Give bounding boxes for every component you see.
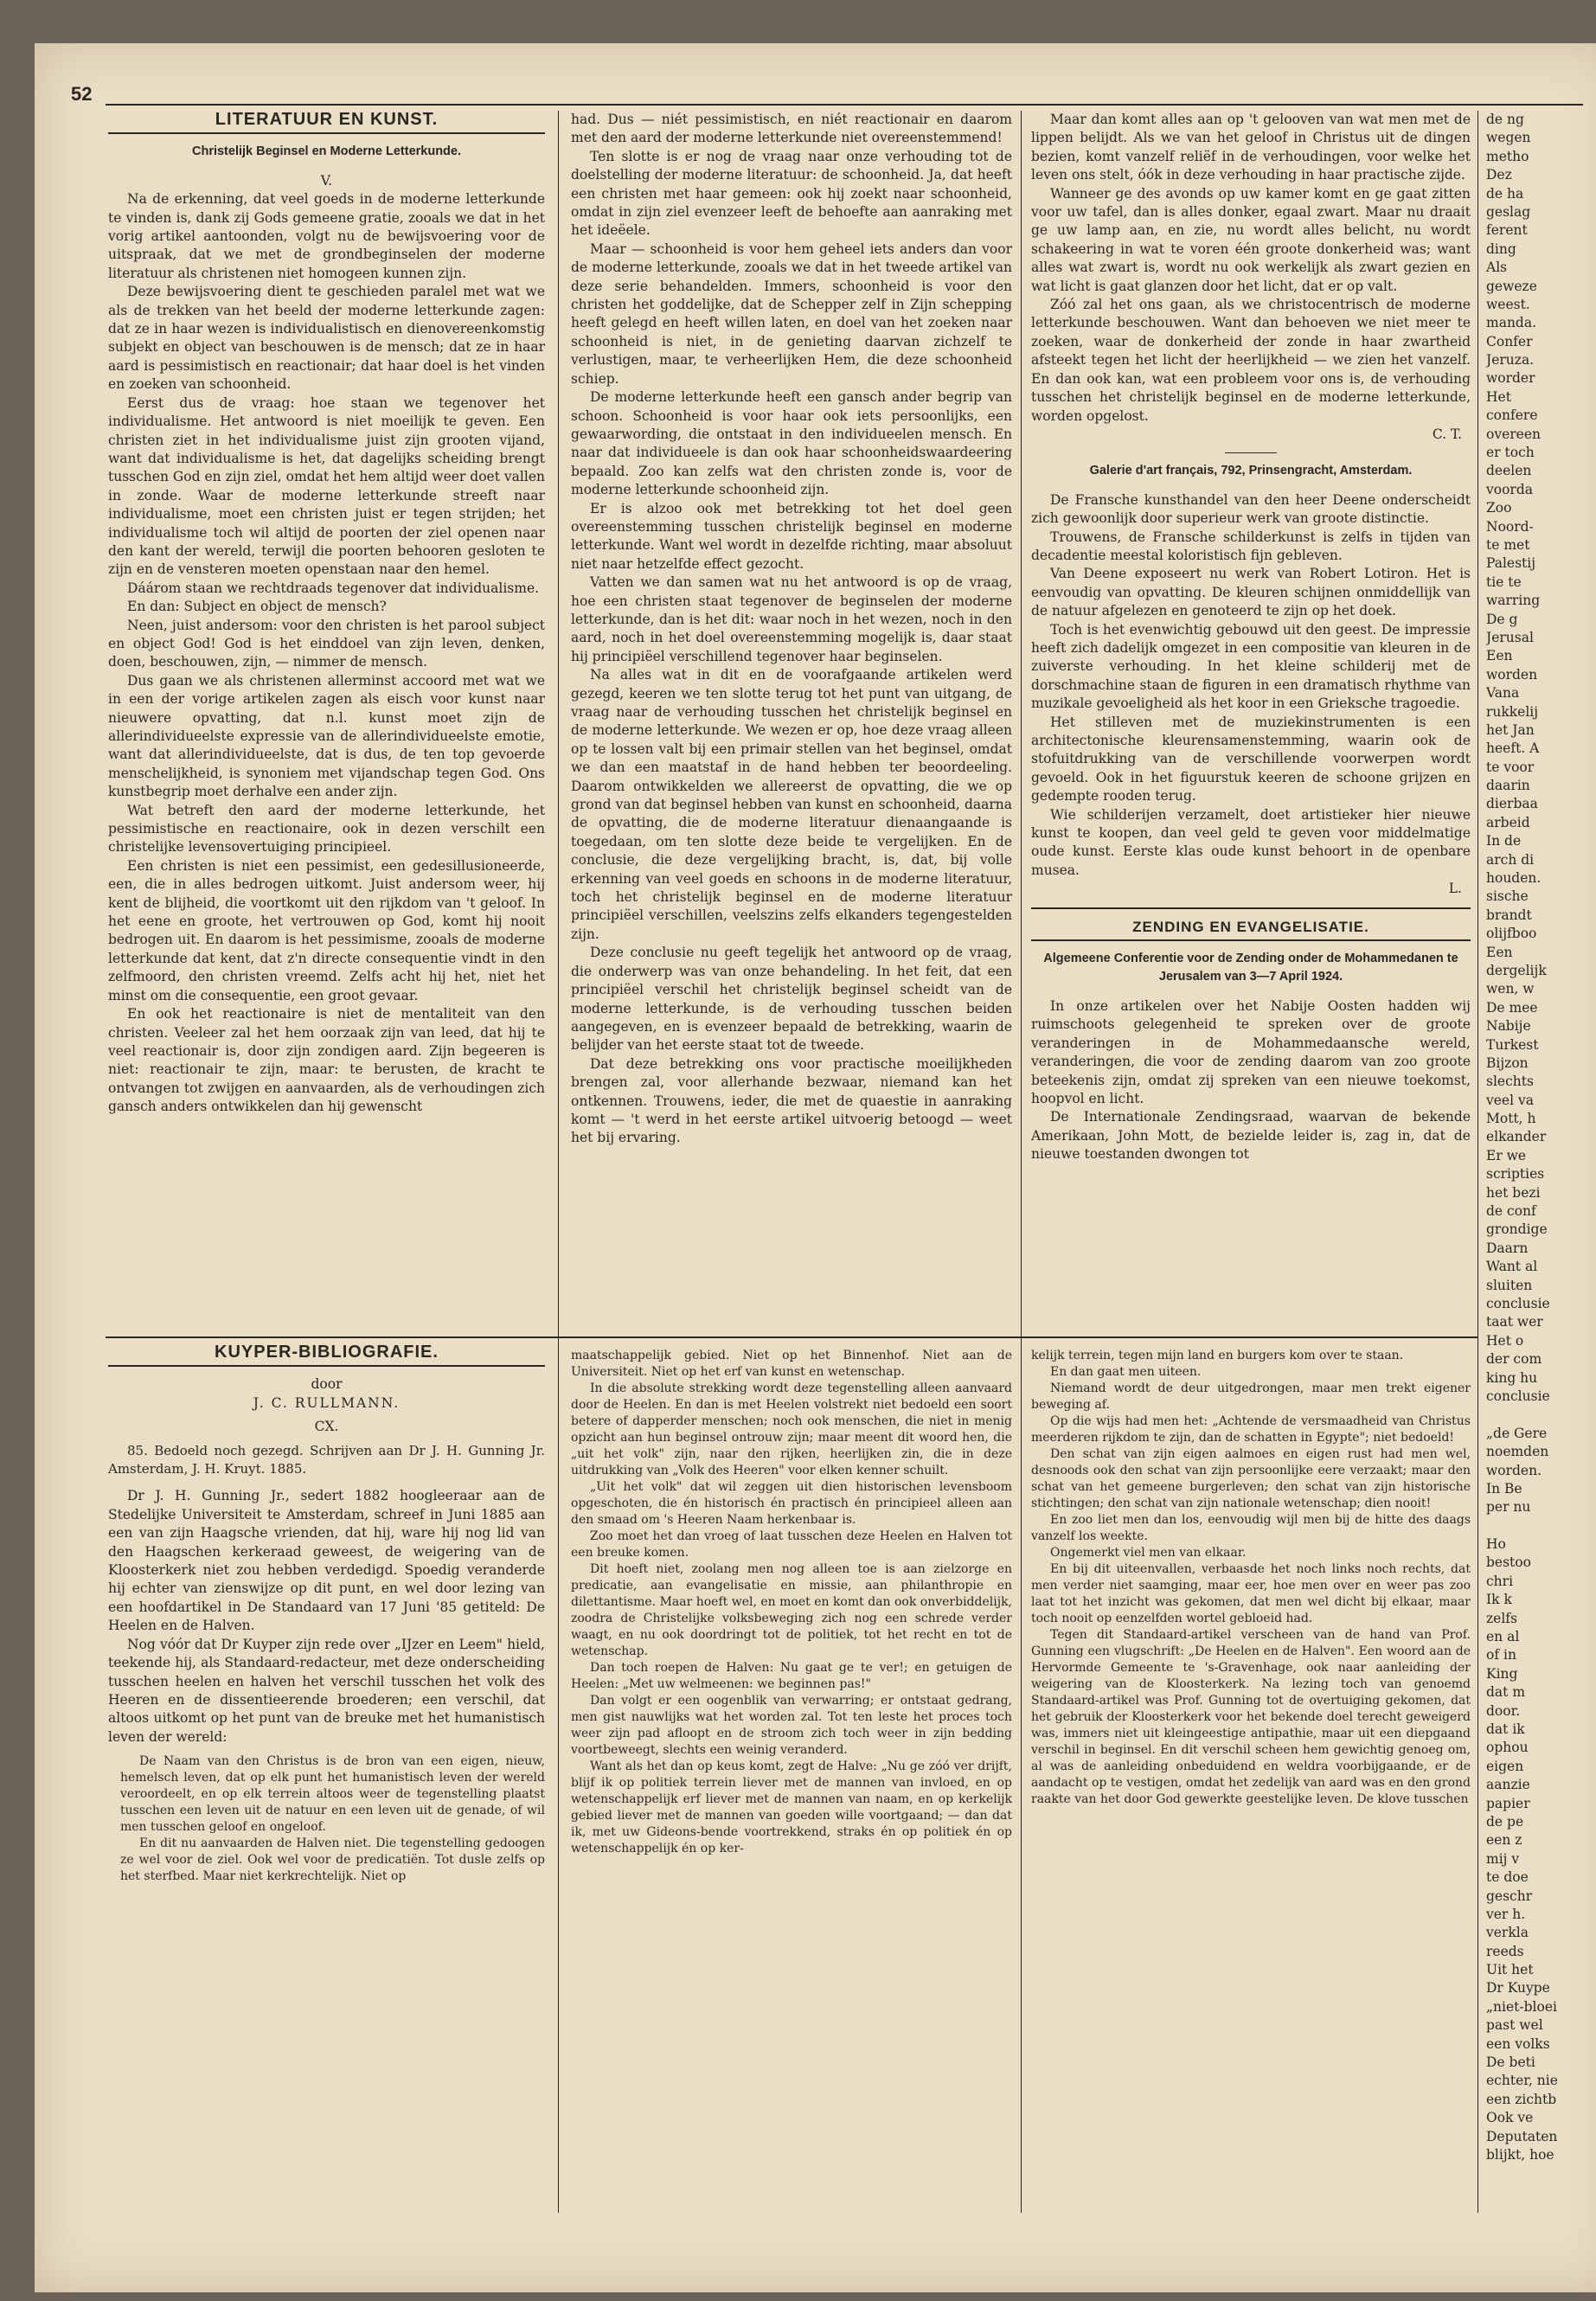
fragment-line: rukkelij	[1486, 703, 1539, 720]
paragraph: In die absolute strekking wordt deze tegenstelling alleen aanvaard door de Heelen. En dan is met Heelen volstrekt niet bedoeld een soort betere of dapperder menschen; noch ook menschen, die niet in menig opzicht aan hun beginsel ontrouw zijn; maar meent dit woord hen, die „uit het volk" zijn, naar den rijken, heerlijken zin, die in deze uitdrukking van „Volk des Heeren" voor elken kenner schuilt.	[571, 1381, 1012, 1477]
paragraph: Den schat van zijn eigen aalmoes en eigen rust had men wel, desnoods ook den schat van zijn persoonlijke eere verzaakt; maar den schat van het gemeene burgerleven; den schat van zijn historische stichtingen; den schat van zijn nationale wetenschap; dien nooit!	[1031, 1447, 1471, 1510]
paragraph: De Fransche kunsthandel van den heer Deene onderscheidt zich gewoonlijk door superieur werk van groote distinctie.	[1031, 491, 1471, 527]
zending-title: Algemeene Conferentie voor de Zending onder de Mohammedanen te Jerusalem van 3—7 April 1924.	[1043, 952, 1458, 984]
fragment-line: Deputaten	[1486, 2128, 1558, 2144]
fragment-line: de pe	[1486, 1813, 1524, 1830]
fragment-line: past wel	[1486, 2017, 1543, 2034]
fragment-line: manda.	[1486, 315, 1537, 331]
fragment-line: eigen	[1486, 1758, 1524, 1774]
paragraph: Niemand wordt de deur uitgedrongen, maar men trekt eigener beweging af.	[1031, 1381, 1471, 1412]
quotation: De Naam van den Christus is de bron van een eigen, nieuw, hemelsch leven, dat op elk punt het humanistisch leven der wereld veroordeelt, en op elk terrein altoos weer de tegenstelling plaatst tusschen een leven uit de natuur en een leven uit de genade, of wil men tusschen geloof en ongeloof.	[120, 1754, 545, 1835]
column-1	[108, 111, 545, 2213]
fragment-line: daarin	[1486, 778, 1530, 794]
fragment-line: te voor	[1486, 759, 1535, 775]
fragment-line: Nabije	[1486, 1018, 1531, 1035]
fragment-line: sische	[1486, 888, 1529, 905]
article-part: V.	[320, 172, 333, 189]
paragraph: Zóó zal het ons gaan, als we christocentrisch de moderne letterkunde beschouwen. Want dan behoeven we niet meer te zoeken, waar de donkerheid der zonde in haar zwartheid afsteekt tegen het licht der heerlijkheid — we zien het vanzelf. En dan ook kan, wat een probleem voor ons is, de verhouding tusschen het christelijk beginsel en de moderne letterkunde, worden opgelost.	[1031, 297, 1471, 424]
fragment-line: het bezi	[1486, 1184, 1541, 1201]
fragment-line: Zoo	[1486, 500, 1512, 516]
fragment-line: In de	[1486, 833, 1522, 849]
paragraph: De Internationale Zendingsraad, waarvan de bekende Amerikaan, John Mott, de bezielde leider is, zag in, dat de nieuwe toestanden dwongen tot	[1031, 1109, 1471, 1163]
page-number: 52	[71, 83, 93, 105]
paragraph: En dan gaat men uiteen.	[1050, 1365, 1202, 1379]
fragment-line: conclusie	[1486, 1296, 1550, 1311]
paragraph: Ten slotte is er nog de vraag naar onze verhouding tot de doelstelling der moderne literatuur: de schoonheid. Ja, dat heeft een christen met haar gemeen: ook hij zoekt naar schoonheid, omdat in zijn ziel evenzeer leeft de behoefte aan aanraking met het ideëele.	[571, 148, 1012, 239]
byline-door: door	[311, 1376, 343, 1393]
fragment-line: Ook ve	[1486, 2110, 1534, 2126]
column-rule-3	[1477, 111, 1478, 2213]
fragment-line: ophou	[1486, 1740, 1529, 1756]
fragment-line: de conf	[1486, 1203, 1536, 1220]
fragment-line: er toch	[1486, 445, 1535, 461]
fragment-line: geweze	[1486, 278, 1537, 294]
fragment-line: wegen	[1486, 130, 1531, 146]
fragment-line: dat m	[1486, 1684, 1526, 1701]
fragment-line: confere	[1486, 407, 1538, 424]
paragraph: Tegen dit Standaard-artikel verscheen van de hand van Prof. Gunning een vlugschrift: „De Heelen en de Halven". Een woord aan de Hervormde Gemeente te 's-Gravenhage, ook naar aanleiding der weigering van de Kloosterkerk. Na lezing toch van genoemd Standaard-artikel was Prof. Gunning tot de overtuiging gekomen, dat het gebruik der Kloosterkerk voor het bekende doel terecht geweigerd was, immers niet uit kleingeestige antipathie, maar uit een diepgaand verschil in beginsel. En dit verschil scheen hem gewichtig genoeg om, al was de aanleiding onbeduidend en weldra voorbijgaande, er de aandacht op te vestigen, omdat het zedelijk van aard was en den grond raakte van het door God gewerkte geestelijke leven. De klove tusschen	[1031, 1628, 1471, 1806]
fragment-line: het Jan	[1486, 721, 1535, 738]
fragment-line: Want al	[1486, 1259, 1538, 1275]
paragraph: Na de erkenning, dat veel goeds in de moderne letterkunde te vinden is, dank zij Gods gemeene gratie, zooals we dat in het vorig artikel aantoonden, volgt nu de bewijsvoering voor de uitspraak, dat we met de grondbeginselen der moderne literatuur als christenen niet homogeen kunnen zijn.	[108, 191, 545, 281]
paragraph: Wat betreft den aard der moderne letterkunde, het pessimistische en reactionaire, ook in dezen verschilt een christelijke levensovertuiging principieel.	[108, 802, 545, 856]
fragment-line: Noord-	[1486, 518, 1534, 535]
fragment-line: Als	[1486, 260, 1508, 276]
galerie-title: Galerie d'art français, 792, Prinsengracht, Amsterdam.	[1089, 464, 1413, 478]
fragment-line: door.	[1486, 1702, 1521, 1719]
signature: L.	[1448, 881, 1462, 897]
fragment-line: dat ik	[1486, 1721, 1525, 1737]
fragment-line: chri	[1486, 1573, 1514, 1589]
fragment-line: sluiten	[1486, 1277, 1533, 1293]
fragment-line: der com	[1486, 1351, 1542, 1368]
paragraph: Dr J. H. Gunning Jr., sedert 1882 hoogleeraar aan de Stedelijke Universiteit te Amsterdam, schreef in Juni 1885 aan een van zijn Haagsche vrienden, dat hij, ware hij nog lid van den Haagschen kerkeraad geweest, de weigering van de Kloosterkerk niet zou hebben verdedigd. Spoedig veranderde hij echter van zienswijze op dit punt, en wel door lezing van een hoofdartikel in De Standaard van 17 Juni '85 getiteld: De Heelen en de Halven.	[108, 1488, 545, 1634]
paragraph: maatschappelijk gebied. Niet op het Binnenhof. Niet aan de Universiteit. Niet op het erf van kunst en wetenschap.	[571, 1349, 1012, 1379]
fragment-line: Mott, h	[1486, 1111, 1536, 1127]
quotation-tail: En dit nu aanvaarden de Halven niet. Die tegenstelling gedoogen ze wel voor de ziel. Ook wel voor de predicatiën. Tot dusle zelfs op het sterfbed. Maar niet kerkrechtelijk. Niet op	[120, 1836, 545, 1884]
fragment-line: dierbaa	[1486, 796, 1538, 812]
fragment-line: echter, nie	[1486, 2073, 1558, 2089]
fragment-line: per nu	[1486, 1499, 1531, 1516]
paragraph: Dit hoeft niet, zoolang men nog alleen toe is aan zielzorge en predicatie, aan evangelisatie en missie, aan philanthropie en dilettantisme. Maar hoeft wel, en moet en komt dan ook onverbiddelijk, zoodra de Christelijke volksbeweging zich nog een schrede verder waagt, en nu ook doordringt tot de politiek, tot het recht en tot de wetenschap.	[571, 1562, 1012, 1658]
fragment-line: „niet-bloei	[1486, 1998, 1557, 2015]
fragment-line: deelen	[1486, 463, 1532, 479]
fragment-line: De beti	[1486, 2054, 1535, 2071]
column-4-fragments	[1486, 111, 1583, 2213]
fragment-line: Daarn	[1486, 1240, 1529, 1256]
paragraph: had. Dus — niét pessimistisch, en niét reactionair en daarom met den aard der moderne letterkunde niet overeenstemmend!	[571, 112, 1012, 146]
fragment-line: slechts	[1486, 1074, 1534, 1090]
fragment-line: grondige	[1486, 1221, 1548, 1238]
fragment-line: Een	[1486, 648, 1513, 664]
paragraph: Dan volgt er een oogenblik van verwarring; er ontstaat gedrang, men gist nauwlijks wat het worden zal. Tot ten leste het proces toch weer zijn pad afloopt en de stroom zich toch weer in zijn bedding voortbeweegt, slechts een weinig veranderd.	[571, 1694, 1012, 1757]
fragment-line: Jerusal	[1486, 629, 1534, 645]
paragraph: Het stilleven met de muziekinstrumenten is een architectonische kleurensamenstemming, waarin ook de stofuitdrukking van de verschillende voorwerpen wordt gevoeld. Ook in het figuurstuk keeren de schoone grijzen en gedempte rooden terug.	[1031, 714, 1471, 804]
paragraph: En zoo liet men dan los, eenvoudig wijl men bij de hitte des daags vanzelf los weekte.	[1031, 1513, 1471, 1543]
fragment-line: een z	[1486, 1832, 1522, 1849]
byline-author: J. C. RULLMANN.	[253, 1394, 401, 1411]
fragment-line: arch di	[1486, 851, 1535, 868]
paragraph: Vatten we dan samen wat nu het antwoord is op de vraag, hoe een christen staat tegenover de beginselen der moderne letterkunde, dan is het dit: waar noch in het wezen, noch in den aard, noch in het doel overeenstemming mogelijk is, daar staat hij principiëel verschillend tegenover haar beginselen.	[571, 574, 1012, 664]
fragment-line: tie te	[1486, 574, 1522, 590]
paragraph: Maar — schoonheid is voor hem geheel iets anders dan voor de moderne letterkunde, zooals we dat in het tweede artikel van deze serie behandelden. Immers, schoonheid is voor den christen het goddelijke, dat de Schepper zelf in Zijn schepping heeft gelegd en heeft willen laten, en doel van het zoeken naar schoonheid is niet, in de genieting daarvan zichzelf te verlustigen, maar, te verheerlijken Hem, die deze schoonheid schiep.	[571, 240, 1012, 387]
paragraph: Neen, juist andersom: voor den christen is het parool subject en object God! God is het einddoel van zijn leven, denken, doen, beschouwen, zijn, — nimmer de mensch.	[108, 617, 545, 670]
paragraph: Deze conclusie nu geeft tegelijk het antwoord op de vraag, die onderwerp was van onze behandeling. In het feit, dat een principiëel verschil het christelijk beginsel scheidt van de moderne letterkunde, is de verhouding tusschen beiden aangegeven, en is evenzeer bepaald de betrekking, waarin de belijder van het eerste staat tot de tweede.	[571, 945, 1012, 1054]
fragment-line: een volks	[1486, 2035, 1550, 2052]
fragment-line: geschr	[1486, 1888, 1533, 1904]
paragraph: Ongemerkt viel men van elkaar.	[1050, 1546, 1247, 1560]
paragraph: Nog vóór dat Dr Kuyper zijn rede over „IJzer en Leem" hield, teekende hij, als Standaard-redacteur, met deze onderscheiding tusschen heelen en halven het verschil tusschen het volk des Heeren en de dissentieerende broederen; een verschil, dat altoos uitkomt op het punt van de breuke met het humanistisch leven der wereld:	[108, 1636, 545, 1745]
fragment-line: Uit het	[1486, 1962, 1534, 1978]
fragment-line: veel va	[1486, 1092, 1534, 1108]
kuyper-article	[108, 1343, 545, 1885]
kuyper-continuation	[571, 1348, 1012, 1857]
paragraph: Want als het dan op keus komt, zegt de Halve: „Nu ge zóó ver drijft, blijf ik op politiek terrein liever met de mannen van invloed, en op wetenschappelijk erf liever met de mannen van naam, en op kerkelijk gebied liever met de mannen van goeden wille voortgaand; — dan dat ik, met uw Gideons-bende voortrekkend, straks én op politiek én op wetenschappelijk én op ker-	[571, 1759, 1012, 1856]
fragment-line: elkander	[1486, 1129, 1547, 1145]
fragment-line	[1486, 1406, 1583, 1424]
paragraph: In onze artikelen over het Nabije Oosten hadden wij ruimschoots gelegenheid te spreken over de groote veranderingen in de Mohammedaansche wereld, veranderingen, die voor de zending daarom van zoo groote beteekenis zijn, omdat zij spreken van een nieuwe toekomst, hoopvol en licht.	[1031, 997, 1471, 1106]
fragment-line: metho	[1486, 148, 1529, 164]
fragment-line: scripties	[1486, 1166, 1545, 1183]
fragment-line: te met	[1486, 536, 1530, 553]
paragraph: Toch is het evenwichtig gebouwd uit den geest. De impressie heeft zich dadelijk omgezet in een compositie van kleuren in de zuiverste verhouding. In het kleine schilderij met de dorschmachine staan de figuren in een dramatisch rhythme van muzikale gevoeligheid als het koor in een Grieksche tragoedie.	[1031, 621, 1471, 712]
paragraph: En dan: Subject en object de mensch?	[127, 599, 387, 615]
paragraph: Van Deene exposeert nu werk van Robert Lotiron. Het is eenvoudig van opvatting. De kleuren schijnen onmiddellijk van de natuur afgelezen en genoteerd te zijn op het doek.	[1031, 566, 1471, 619]
fragment-line: weest.	[1486, 296, 1530, 312]
paragraph: kelijk terrein, tegen mijn land en burgers kom over te staan.	[1031, 1349, 1404, 1362]
fragment-line: Palestij	[1486, 555, 1536, 572]
fragment-line: Ik k	[1486, 1592, 1512, 1608]
fragment-line: Turkest	[1486, 1036, 1539, 1053]
fragment-line: De mee	[1486, 999, 1538, 1016]
section-heading-zending: ZENDING EN EVANGELISATIE.	[1031, 918, 1471, 941]
column-rule-2	[1021, 111, 1022, 2213]
fragment-line: ferent	[1486, 222, 1528, 239]
fragment-line: of in	[1486, 1647, 1516, 1663]
column-rule-1	[558, 111, 559, 2213]
paragraph: De moderne letterkunde heeft een gansch ander begrip van schoon. Schoonheid is voor haar ook iets persoonlijks, een gewaarwording, die ontstaat in den individueelen mensch. En naar dat individueele is dan ook haar schoonheidswaardeering bepaald. Zoo kan zelfs wat den christen zonde is, voor de moderne letterkunde schoonheid zijn.	[571, 389, 1012, 498]
fragment-line: noemden	[1486, 1444, 1549, 1460]
paragraph: Op die wijs had men het: „Achtende de versmaadheid van Christus meerderen rijkdom te zijn, dan de schatten in Egypte"; niet bedoeld!	[1031, 1414, 1471, 1445]
fragment-line: verkla	[1486, 1925, 1529, 1941]
paragraph: Wie schilderijen verzamelt, doet artistieker hier nieuwe kunst te koopen, dan veel geld te geven voor middelmatige oude kunst. Eerste klas oude kunst behoort in de openbare musea.	[1031, 806, 1471, 878]
paragraph: Dus gaan we als christenen allerminst accoord met wat we in een der vorige artikelen zagen als eisch voor kunst naar nieuwere opvatting, dat n.l. kunst moet zijn de allerindividueelste expressie van de allerindividueelste emotie, want dat allerindividueelste, dat is dus, de ten top gevoerde menschelijkheid, is synoniem met vijandschap tegen God. Ons kunstbegrip moet derhalve een ander zijn.	[108, 672, 545, 800]
kuyper-continuation	[1031, 1348, 1471, 1808]
fragment-line: en al	[1486, 1629, 1520, 1645]
fragment-line: ding	[1486, 240, 1516, 257]
fragment-line	[1486, 1517, 1583, 1535]
fragment-line: reeds	[1486, 1943, 1524, 1959]
article-title: Christelijk Beginsel en Moderne Letterkunde.	[191, 144, 461, 159]
paragraph: Een christen is niet een pessimist, een gedesillusioneerde, een, die in alles bedrogen uitkomt. Juist andersom weer, hij kent de blijheid, die voortkomt uit den rijkdom van 't geloof. In het eene en groote, het vertrouwen op God, komt hij nooit bedrogen uit. En daarom is het pessimisme, zooals de moderne letterkunde dat kent, dat z'n directe consequentie vindt in den zelfmoord, den christen vreemd. Zelfs acht hij het, niet het minst om die consequentie, een groot gevaar.	[108, 857, 545, 1003]
fragment-line: papier	[1486, 1795, 1530, 1811]
fragment-line: warring	[1486, 593, 1541, 609]
fragment-line: geslag	[1486, 203, 1531, 220]
fragment-line: „de Gere	[1486, 1425, 1548, 1441]
fragment-line: zelfs	[1486, 1610, 1517, 1626]
column-3	[1031, 111, 1471, 2213]
paragraph: Zoo moet het dan vroeg of laat tusschen deze Heelen en Halven tot een breuke komen.	[571, 1529, 1012, 1560]
fragment-line: voorda	[1486, 481, 1533, 497]
fragment-line: Vana	[1486, 685, 1520, 702]
divider	[1225, 452, 1277, 453]
paragraph: En bij dit uiteenvallen, verbaasde het noch links noch rechts, dat men verder niet saamging, maar eer, hoe men over en weer pas zoo laat tot het inzicht was gekomen, dat men wel dicht bij elkaar, maar toch nooit op eenzelfden wortel gebloeid had.	[1031, 1562, 1471, 1625]
fragment-line: heeft. A	[1486, 740, 1540, 757]
fragment-line: worder	[1486, 370, 1535, 387]
fragment-line: King	[1486, 1665, 1518, 1682]
fragment-line: In Be	[1486, 1480, 1522, 1497]
fragment-line: blijkt, hoe	[1486, 2146, 1554, 2163]
fragment-line: de ng	[1486, 112, 1524, 127]
paragraph: En ook het reactionaire is niet de mentaliteit van den christen. Veeleer zal het hem oorzaak zijn van leed, dat hij te veel reactionair is, door zijn zondigen aard. Zijn begeeren is niet: reactionair te zijn, maar: te berusten, de kracht te ontvangen tot zwijgen en aanvaarden, als de verhoudingen zich gansch anders ontwikkelen dan hij gewenscht	[108, 1006, 545, 1115]
fragment-line: Dez	[1486, 167, 1512, 183]
fragment-line: conclusie	[1486, 1388, 1550, 1404]
fragment-line: Het o	[1486, 1332, 1524, 1349]
fragment-line: dergelijk	[1486, 962, 1547, 978]
fragment-line: Een	[1486, 944, 1513, 960]
fragment-line: Het	[1486, 388, 1511, 405]
fragment-line: ver h.	[1486, 1906, 1526, 1922]
section-heading-literatuur: LITERATUUR EN KUNST.	[108, 111, 545, 134]
fragment-line: de ha	[1486, 185, 1524, 202]
fragment-line: brandt	[1486, 907, 1532, 923]
fragment-line: king hu	[1486, 1369, 1538, 1386]
paragraph: Dan toch roepen de Halven: Nu gaat ge te ver!; en getuigen de Heelen: „Met uw welmeenen: we beginnen pas!"	[571, 1661, 1012, 1691]
fragment-line: wen, w	[1486, 981, 1535, 997]
fragment-line: arbeid	[1486, 814, 1530, 830]
fragment-line: Confer	[1486, 333, 1533, 349]
paragraph: Na alles wat in dit en de voorafgaande artikelen werd gezegd, keeren we ten slotte terug tot het punt van uitgang, de vraag naar de verhouding tusschen het christelijk beginsel en de moderne letterkunde. We wezen er op, hoe deze vraag alleen op te lossen valt bij een primair stellen van het beginsel, omdat we dan een maatstaf in de hand hebben ter beoordeeling. Daarom ontwikkelden we allereerst de opvatting, die we op grond van dat beginsel hebben van kunst en schoonheid, daarna de opvatting, die de moderne literatuur dienaangaande is toegedaan, om ten slotte deze beide te vergelijken. En de conclusie, die deze vergelijking bracht, is, dat, bij volle erkenning van veel goeds en schoons in de moderne literatuur, toch het christelijk beginsel en de moderne literatuur principiëel verschillen, veelszins zelfs elkanders tegengestelden zijn.	[571, 667, 1012, 942]
fragment-line: aanzie	[1486, 1777, 1530, 1793]
fragment-line: houden.	[1486, 870, 1542, 887]
paragraph: Wanneer ge des avonds op uw kamer komt en ge gaat zitten voor uw tafel, dan is alles donker, egaal zwart. Maar nu draait ge uw lamp aan, en zie, nu wordt alles belicht, nu wordt schakeering in wat te voren één groote donkerheid was; want alles wat zwart is, wordt nu ook werkelijk als zwart gezien en wat licht is gaat glanzen door het licht, dat er op valt.	[1031, 185, 1471, 294]
fragment-line: mij v	[1486, 1850, 1520, 1867]
fragment-line: De g	[1486, 611, 1518, 627]
kuyper-part: CX.	[314, 1419, 339, 1435]
column-2	[571, 111, 1012, 2213]
bibliography-reference: 85. Bedoeld noch gezegd. Schrijven aan Dr J. H. Gunning Jr. Amsterdam, J. H. Kruyt. 1885.	[108, 1442, 545, 1477]
fragment-line: Jeruza.	[1486, 352, 1535, 369]
paragraph: Dat deze betrekking ons voor practische moeilijkheden brengen zal, voor allerhande bezwaar, niemand kan het ontkennen. Trouwens, ieder, die met de quaestie in aanraking komt — 't werd in het eerste artikel uitvoerig betoogd — weet het bij ervaring.	[571, 1055, 1012, 1146]
paragraph: Maar dan komt alles aan op 't gelooven van wat men met de lippen belijdt. Als we van het geloof in Christus uit de dingen bezien, komt vanzelf reliëf in de verhoudingen, voor welke het leven ons stelt, óók in deze verhouding in haar practische zijde.	[1031, 112, 1471, 183]
divider	[1031, 907, 1471, 909]
section-heading-kuyper: KUYPER-BIBLIOGRAFIE.	[108, 1343, 545, 1367]
top-rule	[106, 104, 1583, 106]
fragment-line: worden	[1486, 666, 1538, 683]
fragment-line: Ho	[1486, 1536, 1506, 1553]
fragment-line: overeen	[1486, 426, 1541, 442]
fragment-line: Dr Kuype	[1486, 1980, 1550, 1997]
paragraph: Er is alzoo ook met betrekking tot het doel geen overeenstemming tusschen christelijk beginsel en moderne letterkunde. Want wel wordt in dezelfde richting, maar absoluut niet naar hetzelfde effect gezocht.	[571, 500, 1012, 572]
paragraph: Eerst dus de vraag: hoe staan we tegenover het individualisme. Het antwoord is niet moeilijk te geven. Een christen ziet in het individualisme juist zijn grooten vijand, want dat individualisme is het, dat dagelijks scheiding brengt tusschen God en zijn ziel, omdat het hem altijd weer doet vallen in zonde. Waar de moderne letterkunde streeft naar individualisme, moet een christen juist er tegen strijden; het individualisme toch wil altijd de poorten der ziel openen naar den kant der wereld, terwijl die poorten behooren gesloten te zijn en de vensteren moeten openstaan naar den hemel.	[108, 394, 545, 578]
fragment-line: een zichtb	[1486, 2091, 1557, 2107]
fragment-line: bestoo	[1486, 1554, 1531, 1571]
fragment-line: Bijzon	[1486, 1054, 1529, 1071]
paragraph: Dáárom staan we rechtdraads tegenover dat individualisme.	[127, 580, 540, 596]
paragraph: Deze bewijsvoering dient te geschieden paralel met wat we als de trekken van het beeld der moderne letterkunde zagen: dat ze in haar wezen is individualistisch en dienovereenkomstig subjekt en object van beschouwen is de mensch; dat ze in haar aard is pessimistisch en reactionair; dat haar doel is het vinden en zoeken van schoonheid.	[108, 284, 545, 393]
fragment-line: worden.	[1486, 1462, 1542, 1478]
fragment-line: olijfboo	[1486, 926, 1537, 942]
fragment-line: Er we	[1486, 1147, 1527, 1163]
paragraph: Trouwens, de Fransche schilderkunst is zelfs in tijden van decadentie meestal koloristisch fijn gebleven.	[1031, 529, 1471, 563]
fragment-line: te doe	[1486, 1869, 1529, 1886]
paragraph: „Uit het volk" dat wil zeggen uit dien historischen levensboom opgeschoten, die én historisch én practisch én principieel alleen aan den smaad om 's Heeren Naam herkenbaar is.	[571, 1480, 1012, 1527]
fragment-line: taat wer	[1486, 1314, 1543, 1330]
signature: C. T.	[1432, 426, 1462, 442]
